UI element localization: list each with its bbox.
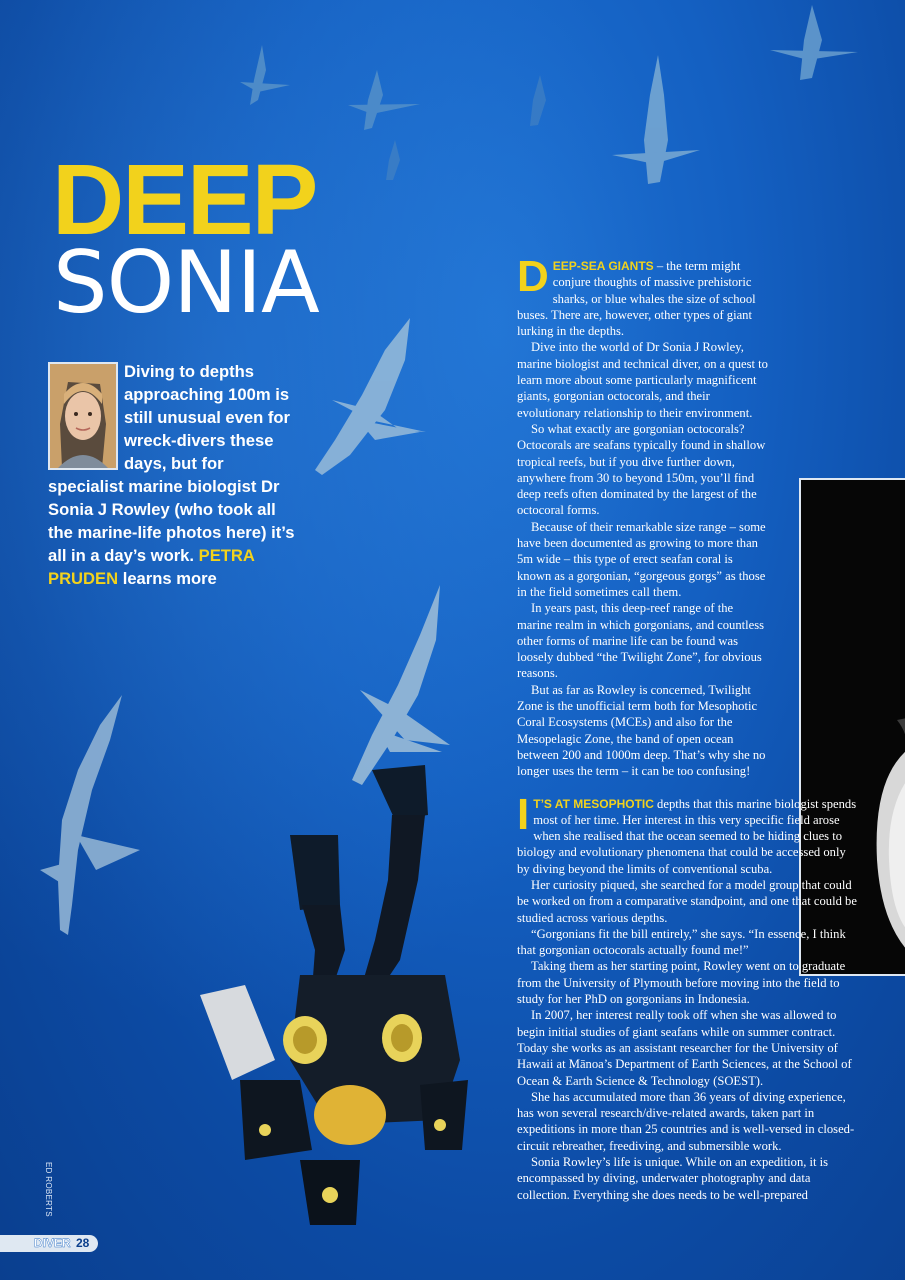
article-paragraph: So what exactly are gorgonian octocorals? Octocorals are seafans typically found in shallow tropical reefs, but if you dive further down, anywhere from 30 to beyond 150m, you’ll find deep reefs often dominated by the largest of the octocoral forms. bbox=[517, 421, 766, 518]
article-body bbox=[517, 252, 857, 1203]
author-byline: PETRA PRUDEN bbox=[48, 546, 255, 588]
paragraph-text: depths that this marine biologist spends most of her time. Her interest in this very specific field arose when she realised that the ocean seemed to be hiding clues to biology and evolutionary phenomena that could be accessed only by diving beyond the limits of conventional scuba. bbox=[517, 796, 857, 876]
standfirst bbox=[48, 360, 300, 590]
article-paragraph: In years past, this deep-reef range of the marine realm in which gorgonians, and countless other forms of marine life can be found was loosely dubbed “the Twilight Zone”, for obvious reasons. bbox=[517, 601, 765, 681]
article-paragraph: In 2007, her interest really took off when she was allowed to begin initial studies of giant seafans while on summer contract. Today she works as an assistant researcher for the University of Hawaii at Mānoa’s Department of Earth Sciences, at the School of Ocean & Earth Science & Technology (SOEST). bbox=[517, 1008, 852, 1088]
paragraph-text: – the term might conjure thoughts of massive prehistoric sharks, or blue whales the size of school buses. There are, however, other types of giant lurking in the depths. bbox=[517, 259, 756, 339]
byline-suffix: learns more bbox=[122, 569, 217, 588]
title-deep: DEEP bbox=[52, 144, 317, 256]
article-paragraph bbox=[517, 789, 857, 877]
article-paragraph: “Gorgonians fit the bill entirely,” she says. “In essence, I think that gorgonian octocorals actually found me!” bbox=[517, 926, 846, 958]
lead-in: T’S AT MESOPHOTIC bbox=[533, 796, 654, 811]
drop-cap: I bbox=[517, 789, 530, 839]
article-paragraph: Dive into the world of Dr Sonia J Rowley, marine biologist and technical diver, on a quest to learn more about some particularly magnificent giants, gorgonian octocorals, and their evolutionary relationship to their environment. bbox=[517, 340, 768, 420]
article-paragraph: Taking them as her starting point, Rowley went on to graduate from the University of Plymouth before moving into the field to study for her PhD on gorgonians in Indonesia. bbox=[517, 959, 846, 1007]
standfirst-text: Diving to depths approaching 100m is still unusual even for wreck-divers these days, but for specialist marine biologist Dr Sonia J Rowley (who took all the marine-life photos here) it’s all in a day’s work. bbox=[48, 362, 295, 565]
article-paragraph: Sonia Rowley’s life is unique. While on an expedition, it is encompassed by diving, underwater photography and data collection. Everything she does needs to be well-prepared bbox=[517, 1155, 829, 1202]
title-sonia: SONIA bbox=[53, 233, 319, 333]
page-number: 28 bbox=[76, 1236, 90, 1250]
lead-in: EEP-SEA GIANTS bbox=[552, 259, 654, 273]
article-paragraph: Because of their remarkable size range – some have been documented as growing to more than 5m wide – this type of erect seafan coral is known as a gorgonian, “gorgeous gorgs” as those in the field sometimes call them. bbox=[517, 519, 766, 599]
article-paragraph: Her curiosity piqued, she searched for a model group that could be worked on from a comparative standpoint, and one that could be studied across various depths. bbox=[517, 877, 857, 925]
article-paragraph: She has accumulated more than 36 years of diving experience, has won several research/dive-related awards, taken part in expeditions in more than 25 countries and is well-versed in closed-circuit rebreather, freediving, and submersible work. bbox=[517, 1089, 855, 1153]
photo-credit: ED ROBERTS bbox=[44, 1162, 53, 1217]
magazine-brand: DIVER bbox=[34, 1236, 71, 1250]
article-paragraph: But as far as Rowley is concerned, Twilight Zone is the unofficial term both for Mesophotic Coral Ecosystems (MCEs) and also for the Mesopelagic Zone, the band of open ocean between 200 and 1000m deep. That’s why she no longer uses the term – it can be too confusing! bbox=[517, 682, 766, 779]
drop-cap: D bbox=[517, 252, 549, 301]
